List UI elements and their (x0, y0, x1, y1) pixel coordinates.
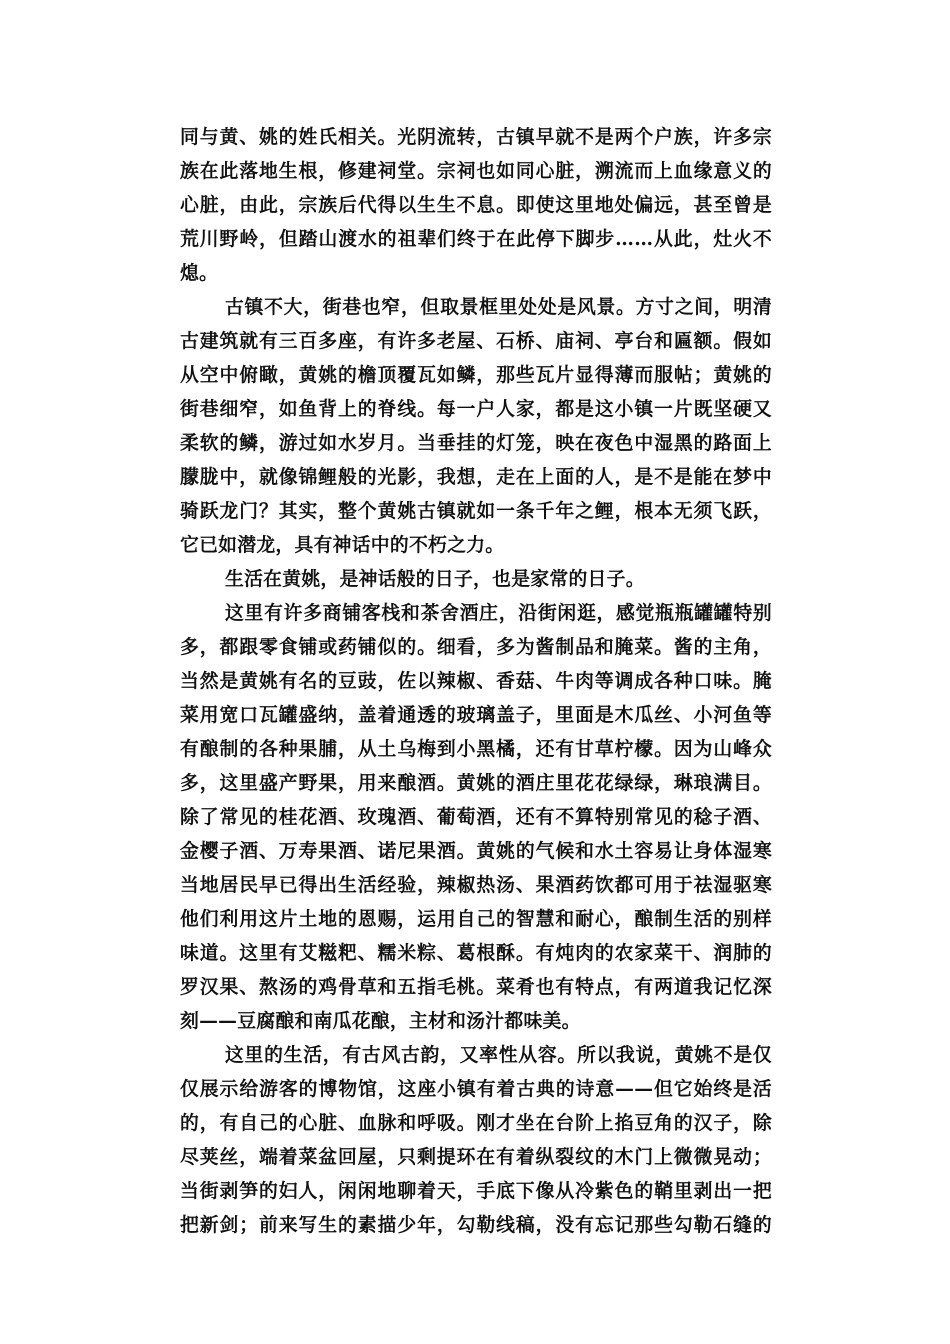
text-line: 柔软的鳞，游过如水岁月。当垂挂的灯笼，映在夜色中湿黑的路面上 (180, 432, 772, 454)
text-line: 从空中俯瞰，黄姚的檐顶覆瓦如鳞，那些瓦片显得薄而服帖；黄姚的 (180, 364, 772, 386)
text-line: 当地居民早已得出生活经验，辣椒热汤、果酒药饮都可用于祛湿驱寒 (180, 874, 772, 896)
text-line: 刻——豆腐酿和南瓜花酿，主材和汤汁都味美。 (180, 1010, 581, 1032)
text-line: 味道。这里有艾糍粑、糯米粽、葛根酥。有炖肉的农家菜干、润肺的 (180, 942, 772, 964)
text-line: 这里的生活，有古风古韵，又率性从容。所以我说，黄姚不是仅 (225, 1044, 772, 1066)
text-line: 多，都跟零食铺或药铺似的。细看，多为酱制品和腌菜。酱的主角， (180, 636, 772, 658)
paragraph-4 (180, 596, 772, 1038)
text-line: 仅展示给游客的博物馆，这座小镇有着古典的诗意——但它始终是活 (180, 1078, 772, 1100)
text-line: 当街剥笋的妇人，闲闲地聊着天，手底下像从冷紫色的鞘里剥出一把 (180, 1180, 772, 1202)
text-line: 古建筑就有三百多座，有许多老屋、石桥、庙祠、亭台和匾额。假如 (180, 330, 772, 352)
text-line: 罗汉果、熬汤的鸡骨草和五指毛桃。菜肴也有特点，有两道我记忆深 (180, 976, 772, 998)
text-line: 菜用宽口瓦罐盛纳，盖着通透的玻璃盖子，里面是木瓜丝、小河鱼等 (180, 704, 772, 726)
text-line: 同与黄、姚的姓氏相关。光阴流转，古镇早就不是两个户族，许多宗 (180, 126, 772, 148)
text-line: 尽荚丝，端着菜盆回屋，只剩提环在有着纵裂纹的木门上微微晃动； (180, 1146, 772, 1168)
paragraph-5 (180, 1038, 772, 1242)
text-line: 他们利用这片土地的恩赐，运用自己的智慧和耐心，酿制生活的别样 (180, 908, 772, 930)
text-line: 生活在黄姚，是神话般的日子，也是家常的日子。 (225, 568, 645, 590)
text-line: 的，有自己的心脏、血脉和呼吸。刚才坐在台阶上掐豆角的汉子，除 (180, 1112, 772, 1134)
text-line: 心脏，由此，宗族后代得以生生不息。即使这里地处偏远，甚至曾是 (180, 194, 772, 216)
text-line: 当然是黄姚有名的豆豉，佐以辣椒、香菇、牛肉等调成各种口味。腌 (180, 670, 772, 692)
text-line: 熄。 (180, 262, 219, 284)
text-line: 这里有许多商铺客栈和茶舍酒庄，沿街闲逛，感觉瓶瓶罐罐特别 (225, 602, 772, 624)
text-line: 除了常见的桂花酒、玫瑰酒、葡萄酒，还有不算特别常见的稔子酒、 (180, 806, 772, 828)
text-line: 荒川野岭，但踏山渡水的祖辈们终于在此停下脚步……从此，灶火不 (180, 228, 772, 250)
paragraph-3 (180, 562, 772, 596)
text-line: 古镇不大，街巷也窄，但取景框里处处是风景。方寸之间，明清 (225, 296, 772, 318)
paragraph-1 (180, 120, 772, 290)
text-line: 有酿制的各种果脯，从土乌梅到小黑橘，还有甘草柠檬。因为山峰众 (180, 738, 772, 760)
text-line: 把新剑；前来写生的素描少年，勾勒线稿，没有忘记那些勾勒石缝的 (180, 1214, 772, 1236)
text-line: 多，这里盛产野果，用来酿酒。黄姚的酒庄里花花绿绿，琳琅满目。 (180, 772, 772, 794)
document-page (180, 120, 772, 1242)
text-line: 金樱子酒、万寿果酒、诺尼果酒。黄姚的气候和水土容易让身体湿寒 (180, 840, 772, 862)
text-line: 它已如潜龙，具有神话中的不朽之力。 (180, 534, 505, 556)
text-line: 骑跃龙门？其实，整个黄姚古镇就如一条千年之鲤，根本无须飞跃， (180, 500, 772, 522)
text-line: 族在此落地生根，修建祠堂。宗祠也如同心脏，溯流而上血缘意义的 (180, 160, 772, 182)
text-line: 朦胧中，就像锦鲤般的光影，我想，走在上面的人，是不是能在梦中 (180, 466, 772, 488)
paragraph-2 (180, 290, 772, 562)
text-line: 街巷细窄，如鱼背上的脊线。每一户人家，都是这小镇一片既坚硬又 (180, 398, 772, 420)
